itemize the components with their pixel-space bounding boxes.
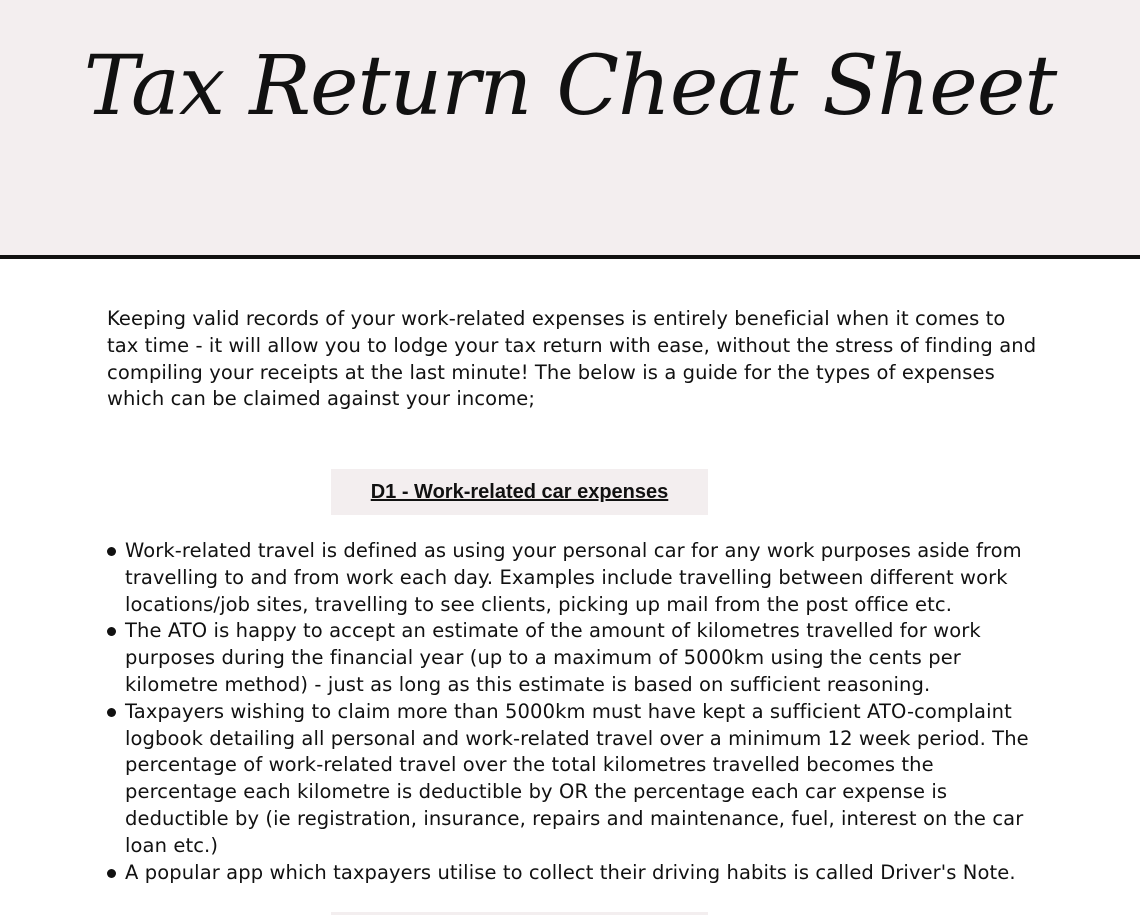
header-divider — [0, 255, 1140, 259]
intro-paragraph: Keeping valid records of your work-related expenses is entirely beneficial when it comes to tax time - it will allow you to lodge your tax return with ease, without the stress of finding and compiling your receipts at the last minute! The below is a guide for the types of expenses which can be claimed against your income; — [107, 307, 1037, 411]
bullet-text: Taxpayers wishing to claim more than 5000km must have kept a sufficient ATO-complaint logbook detailing all personal and work-related travel over a minimum 12 week period. The percentage of work-related travel over the total kilometres travelled becomes the percentage each kilometre is deductible by OR the percentage each car expense is deductible by (ie registration, insurance, repairs and maintenance, fuel, interest on the car loan etc.) — [125, 699, 1029, 857]
list-item — [107, 699, 1037, 860]
bullet-list — [107, 538, 1037, 886]
list-item — [107, 618, 1037, 698]
bullet-icon — [107, 627, 116, 636]
bullet-text: A popular app which taxpayers utilise to collect their driving habits is called Driver's Note. — [125, 860, 1016, 884]
bullet-text: Work-related travel is defined as using your personal car for any work purposes aside from travelling to and from work each day. Examples include travelling between different work locations/job sites, travelling to see clients, picking up mail from the post office etc. — [125, 539, 1022, 616]
bullet-text: The ATO is happy to accept an estimate of the amount of kilometres travelled for work purposes during the financial year (up to a maximum of 5000km using the cents per kilometre method) - just as long as this estimate is based on sufficient reasoning. — [125, 619, 981, 696]
bullet-icon — [107, 869, 116, 878]
section-heading: D1 - Work-related car expenses — [370, 480, 669, 503]
list-item — [107, 860, 1037, 887]
list-item — [107, 538, 1037, 618]
page-title: Tax Return Cheat Sheet — [83, 39, 1057, 134]
bullet-icon — [107, 547, 116, 556]
section-heading-box — [331, 469, 708, 515]
bullet-icon — [107, 708, 116, 717]
